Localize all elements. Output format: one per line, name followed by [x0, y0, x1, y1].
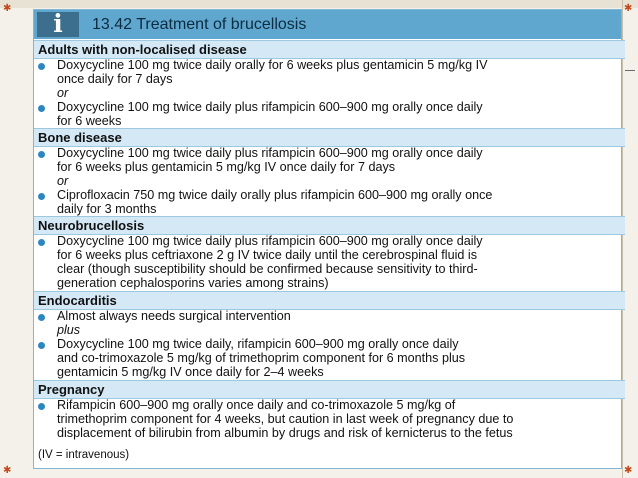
bullet-icon [38, 151, 45, 158]
text-line: gentamicin 5 mg/kg IV once daily for 2–4 weeks [57, 365, 324, 379]
text-line: Ciprofloxacin 750 mg twice daily orally plus rifampicin 600–900 mg orally once [57, 188, 493, 202]
bullet-icon [38, 239, 45, 246]
text-line: Doxycycline 100 mg twice daily orally for 6 weeks plus gentamicin 5 mg/kg IV [57, 58, 488, 72]
text-line: Doxycycline 100 mg twice daily plus rifampicin 600–900 mg orally once daily [57, 146, 483, 160]
info-box-card [33, 9, 622, 469]
conjunction: or [57, 86, 69, 100]
section-heading: Adults with non-localised disease [34, 40, 625, 59]
text-line: clear (though susceptibility should be confirmed because sensitivity to third- [57, 262, 478, 276]
bullet-icon [38, 105, 45, 112]
footnote: (IV = intravenous) [38, 449, 130, 461]
text-line: for 6 weeks plus gentamicin 5 mg/kg IV once daily for 7 days [57, 160, 396, 174]
text-line: Almost always needs surgical intervention [57, 309, 291, 323]
text-line: Doxycycline 100 mg twice daily, rifampicin 600–900 mg orally once daily [57, 337, 459, 351]
text-line: generation cephalosporins varies among strains) [57, 276, 329, 290]
text-line: daily for 3 months [57, 202, 157, 216]
info-glyph: i [53, 9, 63, 38]
text-line: for 6 weeks plus ceftriaxone 2 g IV twice daily until the cerebrospinal fluid is [57, 248, 478, 262]
bullet-icon [38, 314, 45, 321]
text-line: Rifampicin 600–900 mg orally once daily and co-trimoxazole 5 mg/kg of [57, 398, 456, 412]
info-icon [37, 9, 79, 38]
text-line: Doxycycline 100 mg twice daily plus rifampicin 600–900 mg orally once daily [57, 100, 483, 114]
text-line: and co-trimoxazole 5 mg/kg of trimethoprim component for 6 months plus [57, 351, 466, 365]
corner-star-icon: ✱ [624, 3, 633, 14]
text-line: trimethoprim component for 4 weeks, but caution in last week of pregnancy due to [57, 412, 514, 426]
corner-star-icon: ✱ [624, 465, 633, 476]
bullet-icon [38, 403, 45, 410]
box-header [34, 10, 621, 39]
section-heading: Bone disease [34, 128, 625, 147]
bullet-icon [38, 342, 45, 349]
text-line: Doxycycline 100 mg twice daily plus rifampicin 600–900 mg orally once daily [57, 234, 483, 248]
text-line: displacement of bilirubin from albumin by drugs and risk of kernicterus to the fetus [57, 426, 513, 440]
corner-star-icon: ✱ [3, 3, 12, 14]
slide-right-rule [622, 0, 623, 478]
bullet-icon [38, 63, 45, 70]
box-title: 13.42 Treatment of brucellosis [92, 16, 307, 33]
bullet-icon [38, 193, 45, 200]
slide-top-band [0, 0, 638, 8]
section-heading: Endocarditis [34, 291, 625, 310]
text-line: once daily for 7 days [57, 72, 173, 86]
section-heading: Pregnancy [34, 380, 625, 399]
section-heading: Neurobrucellosis [34, 216, 625, 235]
conjunction: plus [57, 323, 81, 337]
conjunction: or [57, 174, 69, 188]
text-line: for 6 weeks [57, 114, 122, 128]
slide-tick-mark [625, 70, 635, 71]
corner-star-icon: ✱ [3, 465, 12, 476]
